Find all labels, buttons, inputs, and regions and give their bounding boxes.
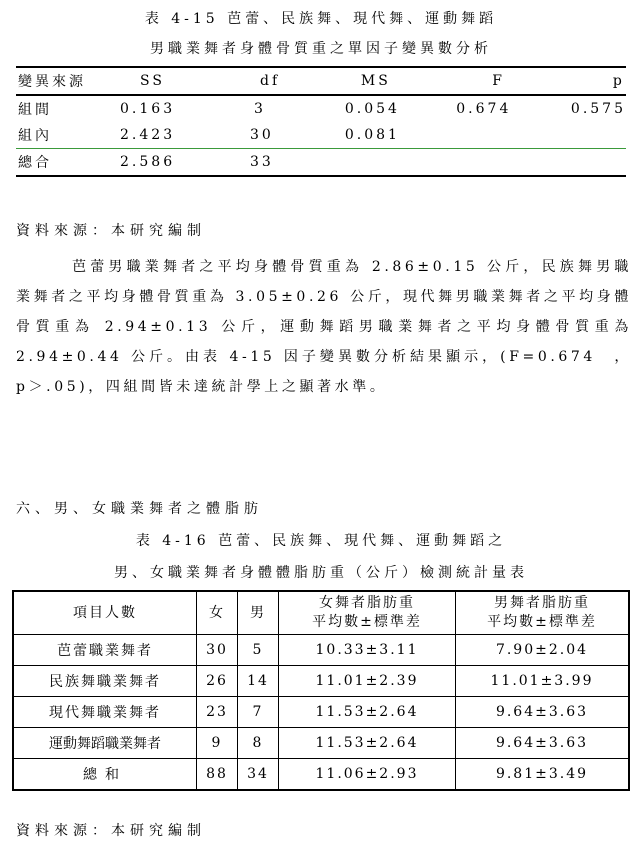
- table-row: [13, 728, 629, 759]
- row-label: 民族舞職業舞者: [13, 666, 197, 697]
- cell-between-label: 組間: [18, 102, 52, 118]
- row-label: 總和: [13, 759, 197, 791]
- row-female-count: 26: [197, 666, 238, 697]
- table-row: [13, 666, 629, 697]
- row-male-fat: 9.64±3.63: [456, 697, 630, 728]
- row-label: 運動舞蹈職業舞者: [13, 728, 197, 759]
- cell-total-ss: 2.586: [98, 149, 224, 177]
- row-label: 芭蕾職業舞者: [13, 635, 197, 666]
- table-4-16-source: 資料來源：本研究編制: [16, 823, 206, 839]
- cell-within-ms: 0.081: [344, 127, 400, 143]
- row-male-fat: 7.90±2.04: [456, 635, 630, 666]
- header-ss: SS: [98, 67, 224, 95]
- section-heading: 六、男、女職業舞者之體脂肪: [16, 501, 263, 517]
- header-male-fat: [456, 591, 630, 635]
- header-male: 男: [238, 591, 279, 635]
- header-item-count: 項目人數: [13, 591, 197, 635]
- header-source: 變異來源: [16, 67, 98, 95]
- row-male-count: 7: [238, 697, 279, 728]
- cell-between-df: 3: [253, 101, 266, 117]
- row-male-count: 8: [238, 728, 279, 759]
- cell-between-ss: 0.163: [120, 101, 176, 117]
- row-male-fat: 9.64±3.63: [456, 728, 630, 759]
- header-p: p: [561, 67, 626, 95]
- anova-header-row: [16, 67, 626, 95]
- header-ms: MS: [323, 67, 440, 95]
- anova-row-between: [16, 95, 626, 122]
- body-paragraph: [16, 252, 632, 402]
- header-f: F: [440, 67, 561, 95]
- cell-within-ss: 2.423: [120, 127, 176, 143]
- row-male-fat: 9.81±3.49: [456, 759, 630, 791]
- paragraph-text: 芭蕾男職業舞者之平均身體骨質重為 2.86±0.15 公斤，民族舞男職業舞者之平均身體骨質重為 3.05±0.26 公斤，現代舞男職業舞者之平均身體骨質重為 2.94±0.13 公斤，運動舞蹈男職業舞者之平均身體骨質重為 2.94±0.44 公斤。由表 4-15 因子變異數分析結果顯示，(F=0.674 ，p＞.05)，四組間皆未達統計學上之顯著水準。: [16, 259, 632, 395]
- header-female-fat: [279, 591, 456, 635]
- anova-row-within: [16, 122, 626, 149]
- table-4-15-source: 資料來源：本研究編制: [16, 223, 206, 239]
- header-df: df: [224, 67, 323, 95]
- table-4-15-caption-line1: 表 4-15 芭蕾、民族舞、現代舞、運動舞蹈: [144, 11, 498, 27]
- anova-table: [16, 66, 626, 177]
- table-4-16-caption-line1: 表 4-16 芭蕾、民族舞、現代舞、運動舞蹈之: [135, 533, 507, 549]
- cell-within-p: [561, 122, 626, 149]
- table-4-16-caption-line2: 男、女職業舞者身體體脂肪重（公斤）檢測統計量表: [114, 565, 528, 581]
- cell-within-label: 組內: [18, 128, 52, 144]
- table-row: [13, 635, 629, 666]
- cell-total-f: [440, 149, 561, 177]
- header-female: 女: [197, 591, 238, 635]
- cell-between-ms: 0.054: [344, 101, 400, 117]
- row-female-count: 88: [197, 759, 238, 791]
- row-female-count: 23: [197, 697, 238, 728]
- cell-between-p: 0.575: [570, 101, 626, 117]
- body-fat-header-row: [13, 591, 629, 635]
- row-female-count: 9: [197, 728, 238, 759]
- row-female-fat: 11.01±2.39: [279, 666, 456, 697]
- table-row-total: [13, 759, 629, 791]
- header-female-fat-line2: 平均數±標準差: [312, 614, 422, 630]
- row-female-fat: 11.53±2.64: [279, 697, 456, 728]
- header-female-fat-line1: 女舞者脂肪重: [319, 595, 415, 611]
- cell-total-df: 33: [224, 149, 323, 177]
- row-female-count: 30: [197, 635, 238, 666]
- row-male-fat: 11.01±3.99: [456, 666, 630, 697]
- body-fat-table: [12, 590, 630, 791]
- cell-within-df: 30: [249, 127, 274, 143]
- table-row: [13, 697, 629, 728]
- table-4-15-caption-line2: 男職業舞者身體骨質重之單因子變異數分析: [150, 41, 492, 57]
- row-male-count: 34: [238, 759, 279, 791]
- cell-within-f: [440, 122, 561, 149]
- cell-total-p: [561, 149, 626, 177]
- cell-total-label: 總合: [16, 149, 98, 177]
- cell-total-ms: [323, 149, 440, 177]
- row-male-count: 14: [238, 666, 279, 697]
- anova-row-total: [16, 149, 626, 177]
- header-male-fat-line1: 男舞者脂肪重: [494, 595, 590, 611]
- row-female-fat: 11.53±2.64: [279, 728, 456, 759]
- header-male-fat-line2: 平均數±標準差: [487, 614, 597, 630]
- row-male-count: 5: [238, 635, 279, 666]
- row-label: 現代舞職業舞者: [13, 697, 197, 728]
- row-female-fat: 10.33±3.11: [279, 635, 456, 666]
- cell-between-f: 0.674: [456, 101, 512, 117]
- row-female-fat: 11.06±2.93: [279, 759, 456, 791]
